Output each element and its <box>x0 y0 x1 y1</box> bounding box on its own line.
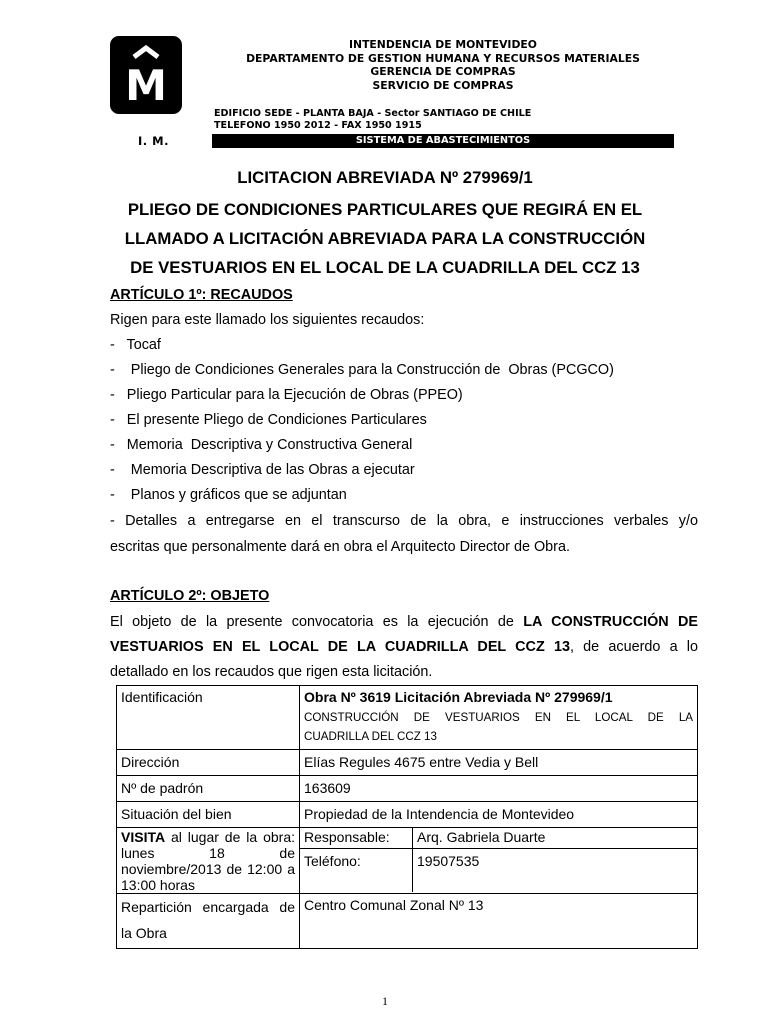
intendencia-logo <box>110 36 182 114</box>
telefono-row <box>300 849 697 892</box>
table-row <box>117 828 698 894</box>
address-line-1: EDIFICIO SEDE - PLANTA BAJA - Sector SANTIAGO DE CHILE <box>214 108 532 119</box>
subtitle-line-3: DE VESTUARIOS EN EL LOCAL DE LA CUADRILLA DEL CCZ 13 <box>130 258 640 277</box>
list-item: - Tocaf <box>110 337 161 353</box>
ident-value: Obra Nº 3619 Licitación Abreviada Nº 279969/1 <box>304 689 613 705</box>
visita-text: al lugar de la obra: lunes 18 de noviembre/2013 de 12:00 a 13:00 horas <box>121 829 295 893</box>
art2-paragraph-line-2 <box>110 639 698 655</box>
org-line-1: INTENDENCIA DE MONTEVIDEO <box>349 38 537 51</box>
table-cell: Elías Regules 4675 entre Vedia y Bell <box>300 750 698 776</box>
table-cell: Centro Comunal Zonal Nº 13 <box>300 894 698 949</box>
art2-text: El objeto de la presente convocatoria es la ejecución de <box>110 614 524 630</box>
org-line-4: SERVICIO DE COMPRAS <box>372 78 514 92</box>
table-cell: Identificación <box>117 686 300 750</box>
visita-bold: VISITA <box>121 829 166 845</box>
tel-label: Teléfono: <box>300 849 413 892</box>
table-cell <box>117 828 300 894</box>
list-item: - El presente Pliego de Condiciones Particulares <box>110 412 427 428</box>
table-row <box>117 776 698 802</box>
art1-heading: ARTÍCULO 1º: RECAUDOS <box>110 287 293 303</box>
ident-desc-1: CONSTRUCCIÓN DE VESTUARIOS EN EL LOCAL DE LA <box>304 711 693 724</box>
art1-intro: Rigen para este llamado los siguientes recaudos: <box>110 312 425 328</box>
document-title: LICITACION ABREVIADA Nº 279969/1 <box>237 168 533 187</box>
org-line-3: GERENCIA DE COMPRAS <box>370 65 516 79</box>
art2-paragraph-line-1 <box>110 614 698 630</box>
art1-details-line-2: escritas que personalmente dará en obra el Arquitecto Director de Obra. <box>110 539 570 555</box>
list-item: - Planos y gráficos que se adjuntan <box>110 487 347 503</box>
page-number: 1 <box>382 994 388 1008</box>
table-cell: 163609 <box>300 776 698 802</box>
logo-caption: I. M. <box>138 134 169 148</box>
table-cell <box>300 828 698 894</box>
m-logo-icon <box>110 36 182 114</box>
table-cell: Dirección <box>117 750 300 776</box>
art1-details-line-1: - Detalles a entregarse en el transcurso de la obra, e instrucciones verbales y/o <box>110 513 698 529</box>
resp-label: Responsable: <box>300 828 413 848</box>
art2-text: , de acuerdo a lo <box>569 639 698 655</box>
table-cell: Propiedad de la Intendencia de Montevideo <box>300 802 698 828</box>
table-row <box>117 894 698 949</box>
subtitle-line-1: PLIEGO DE CONDICIONES PARTICULARES QUE REGIRÁ EN EL <box>127 200 643 219</box>
responsable-row <box>300 828 697 849</box>
tel-value: 19507535 <box>417 853 480 869</box>
table-cell: Nº de padrón <box>117 776 300 802</box>
table-cell: Repartición encargada de la Obra <box>117 894 300 949</box>
work-info-table <box>116 685 698 949</box>
table-cell: Situación del bien <box>117 802 300 828</box>
system-bar: SISTEMA DE ABASTECIMIENTOS <box>212 134 674 148</box>
address-line-2: TELEFONO 1950 2012 - FAX 1950 1915 <box>214 120 422 131</box>
art2-bold-text: LA CONSTRUCCIÓN DE <box>523 614 698 630</box>
logo-letter: M <box>125 61 167 110</box>
table-row <box>117 686 698 750</box>
art2-paragraph-line-3: detallado en los recaudos que rigen esta licitación. <box>110 664 433 680</box>
table-row <box>117 750 698 776</box>
table-row <box>117 802 698 828</box>
list-item: - Pliego de Condiciones Generales para la Construcción de Obras (PCGCO) <box>110 362 614 378</box>
resp-value: Arq. Gabriela Duarte <box>417 829 546 845</box>
art2-heading: ARTÍCULO 2º: OBJETO <box>110 588 270 604</box>
list-item: - Pliego Particular para la Ejecución de Obras (PPEO) <box>110 387 463 403</box>
org-line-2: DEPARTAMENTO DE GESTION HUMANA Y RECURSOS MATERIALES <box>246 51 640 65</box>
list-item: - Memoria Descriptiva de las Obras a ejecutar <box>110 462 415 478</box>
list-item: - Memoria Descriptiva y Constructiva General <box>110 437 413 453</box>
subtitle-line-2: LLAMADO A LICITACIÓN ABREVIADA PARA LA CONSTRUCCIÓN <box>124 229 646 248</box>
ident-desc-2: CUADRILLA DEL CCZ 13 <box>304 730 437 743</box>
art2-bold-text: VESTUARIOS EN EL LOCAL DE LA CUADRILLA DEL CCZ 13 <box>110 639 570 655</box>
table-cell <box>300 686 698 750</box>
